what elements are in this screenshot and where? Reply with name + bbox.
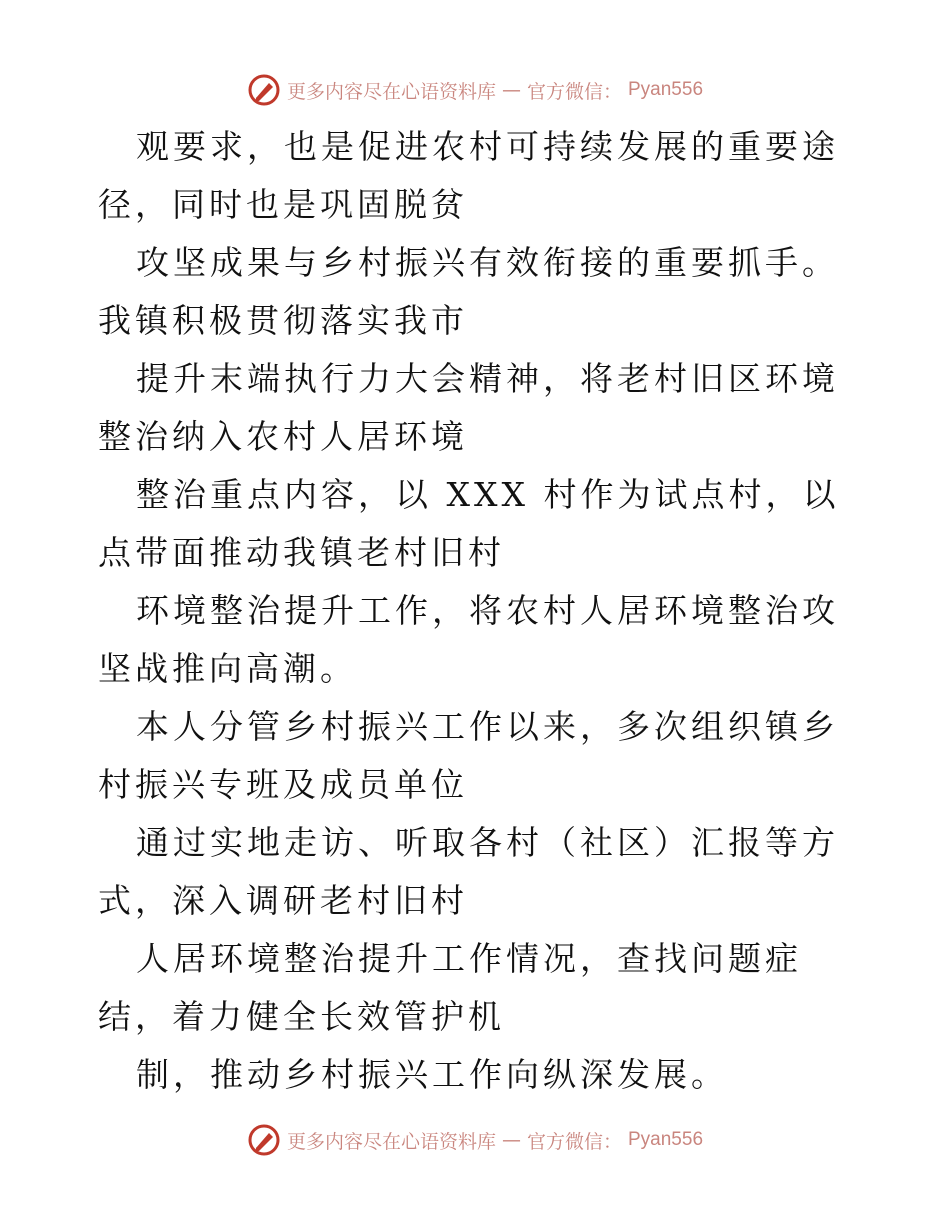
banner-label: 官方微信： <box>526 80 622 103</box>
paragraph-1: 观要求，也是促进农村可持续发展的重要途径，同时也是巩固脱贫 <box>98 127 839 224</box>
footer-banner <box>0 1120 950 1160</box>
banner-text: 更多内容尽在心语资料库 <box>286 80 496 103</box>
document-body <box>98 118 858 1104</box>
banner-dash: — <box>501 79 521 101</box>
paragraph-3: 提升末端执行力大会精神，将老村旧区环境整治纳入农村人居环境 <box>98 359 839 456</box>
paragraph-4: 整治重点内容，以 XXX 村作为试点村，以点带面推动我镇老村旧村 <box>98 475 840 572</box>
banner-label: 官方微信： <box>526 1130 622 1153</box>
paragraph-7: 通过实地走访、听取各村（社区）汇报等方式，深入调研老村旧村 <box>98 823 839 920</box>
paragraph-5: 环境整治提升工作，将农村人居环境整治攻坚战推向高潮。 <box>98 591 839 688</box>
paragraph-2: 攻坚成果与乡村振兴有效衔接的重要抓手。我镇积极贯彻落实我市 <box>98 243 839 340</box>
paragraph-9: 制，推动乡村振兴工作向纵深发展。 <box>136 1055 728 1094</box>
header-banner <box>0 70 950 110</box>
banner-dash: — <box>501 1129 521 1151</box>
pen-circle-logo-icon <box>247 73 281 107</box>
banner-text: 更多内容尽在心语资料库 <box>286 1130 496 1153</box>
banner-wechat-id: Pyan556 <box>628 79 704 100</box>
banner-wechat-id: Pyan556 <box>628 1129 704 1150</box>
paragraph-6: 本人分管乡村振兴工作以来，多次组织镇乡村振兴专班及成员单位 <box>98 707 839 804</box>
paragraph-8: 人居环境整治提升工作情况，查找问题症结，着力健全长效管护机 <box>98 939 802 1036</box>
pen-circle-logo-icon <box>247 1123 281 1157</box>
